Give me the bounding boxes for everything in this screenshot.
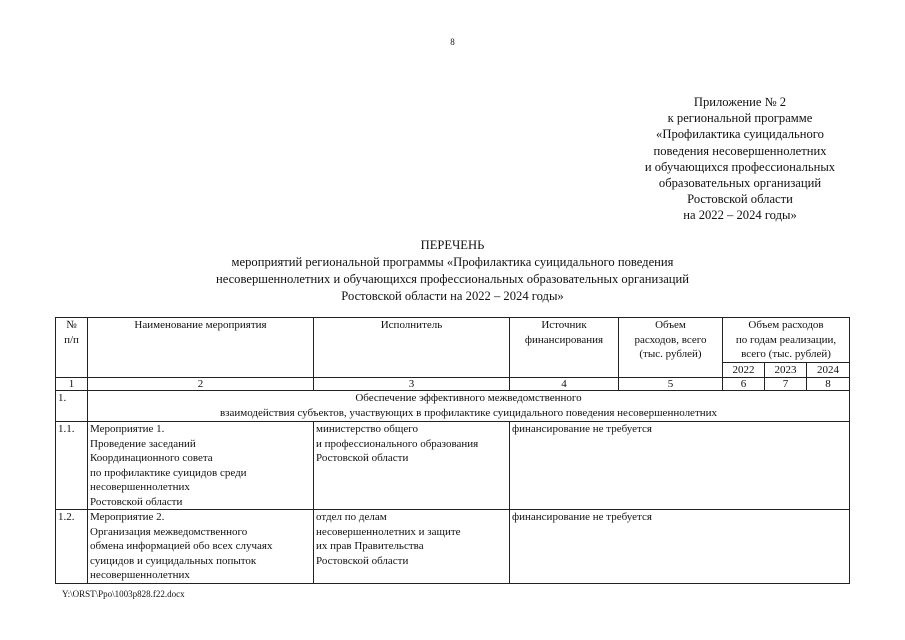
appendix-heading [590,94,890,224]
header-num [56,318,88,378]
column-number: 5 [619,378,723,391]
row-executor-line: Ростовской области [316,554,409,567]
row-funding: финансирование не требуется [510,422,850,510]
row-name [88,510,314,584]
row-num: 1.2. [56,510,88,584]
header-year: 2023 [765,362,807,378]
section-title [88,391,850,422]
table-row [56,510,850,584]
row-name-line: Ростовской области [90,495,183,508]
row-name-line: Мероприятие 2. [90,511,165,523]
header-source-line: финансирования [524,333,604,346]
row-executor-line: отдел по делам [316,511,387,523]
row-name-line: Мероприятие 1. [90,423,165,435]
appendix-line: образовательных организаций [658,176,822,191]
row-executor-line: их прав Правительства [316,540,424,552]
section-num: 1. [56,391,88,422]
row-name-line: Организация межведомственного [90,525,248,538]
header-source-line: Источник [541,319,587,331]
header-total-line: (тыс. рублей) [639,348,702,360]
appendix-line: Ростовской области [687,192,793,207]
column-number: 8 [807,378,850,391]
row-executor-line: несовершеннолетних и защите [316,525,461,538]
section-row [56,391,850,422]
header-total-line: расходов, всего [634,333,707,346]
footer-file-path: Y:\ORST\Ppo\1003p828.f22.docx [62,589,185,599]
row-name-line: несовершеннолетних [90,481,190,493]
header-name: Наименование мероприятия [88,318,314,378]
row-executor-line: Ростовской области [316,452,409,464]
subtitle-line: несовершеннолетних и обучающихся профессиональных образовательных организаций [215,272,690,286]
column-number: 6 [723,378,765,391]
page-number: 8 [450,37,455,47]
header-num-line: п/п [64,333,79,346]
header-by-year-line: Объем расходов [748,319,824,331]
row-executor-line: министерство общего [316,423,418,435]
column-number: 7 [765,378,807,391]
header-num-line: № [66,319,77,331]
appendix-line: Приложение № 2 [693,95,787,109]
row-executor-line: и профессионального образования [316,437,479,450]
header-executor: Исполнитель [314,318,510,378]
header-by-year-line: всего (тыс. рублей) [741,348,831,360]
row-name-line: суицидов и суицидальных попыток [90,554,257,567]
row-executor [314,422,510,510]
column-numbers-row [56,378,850,391]
row-executor [314,510,510,584]
header-total-line: Объем [655,319,686,331]
row-name-line: Координационного совета [90,452,213,464]
row-num: 1.1. [56,422,88,510]
row-name-line: по профилактике суицидов среди [90,466,247,479]
subtitle-line: Ростовской области на 2022 – 2024 годы» [341,289,564,303]
row-name-line: Проведение заседаний [90,437,196,450]
column-number: 4 [510,378,619,391]
appendix-line: поведения несовершеннолетних [653,143,827,158]
header-by-year [723,318,850,363]
section-title-line: взаимодействия субъектов, участвующих в профилактике суицидального поведения несовершеннолетних [219,407,718,419]
measures-table [55,317,850,584]
appendix-line: «Профилактика суицидального [656,127,824,142]
appendix-line: и обучающихся профессиональных [644,159,836,174]
document-subtitle [0,254,905,305]
subtitle-line: мероприятий региональной программы «Профилактика суицидального поведения [231,255,674,269]
table-row [56,422,850,510]
header-total [619,318,723,378]
section-title-line: Обеспечение эффективного межведомственного [355,392,582,404]
header-year: 2024 [807,362,850,378]
header-by-year-line: по годам реализации, [735,333,837,346]
column-number: 3 [314,378,510,391]
header-source [510,318,619,378]
document-title: ПЕРЕЧЕНЬ [420,238,485,252]
row-name [88,422,314,510]
header-year: 2022 [723,362,765,378]
appendix-line: на 2022 – 2024 годы» [683,208,797,223]
column-number: 2 [88,378,314,391]
header-row [56,318,850,363]
row-name-line: обмена информацией обо всех случаях [90,540,273,552]
row-name-line: несовершеннолетних [90,569,190,581]
row-funding: финансирование не требуется [510,510,850,584]
appendix-line: к региональной программе [667,111,813,126]
column-number: 1 [56,378,88,391]
